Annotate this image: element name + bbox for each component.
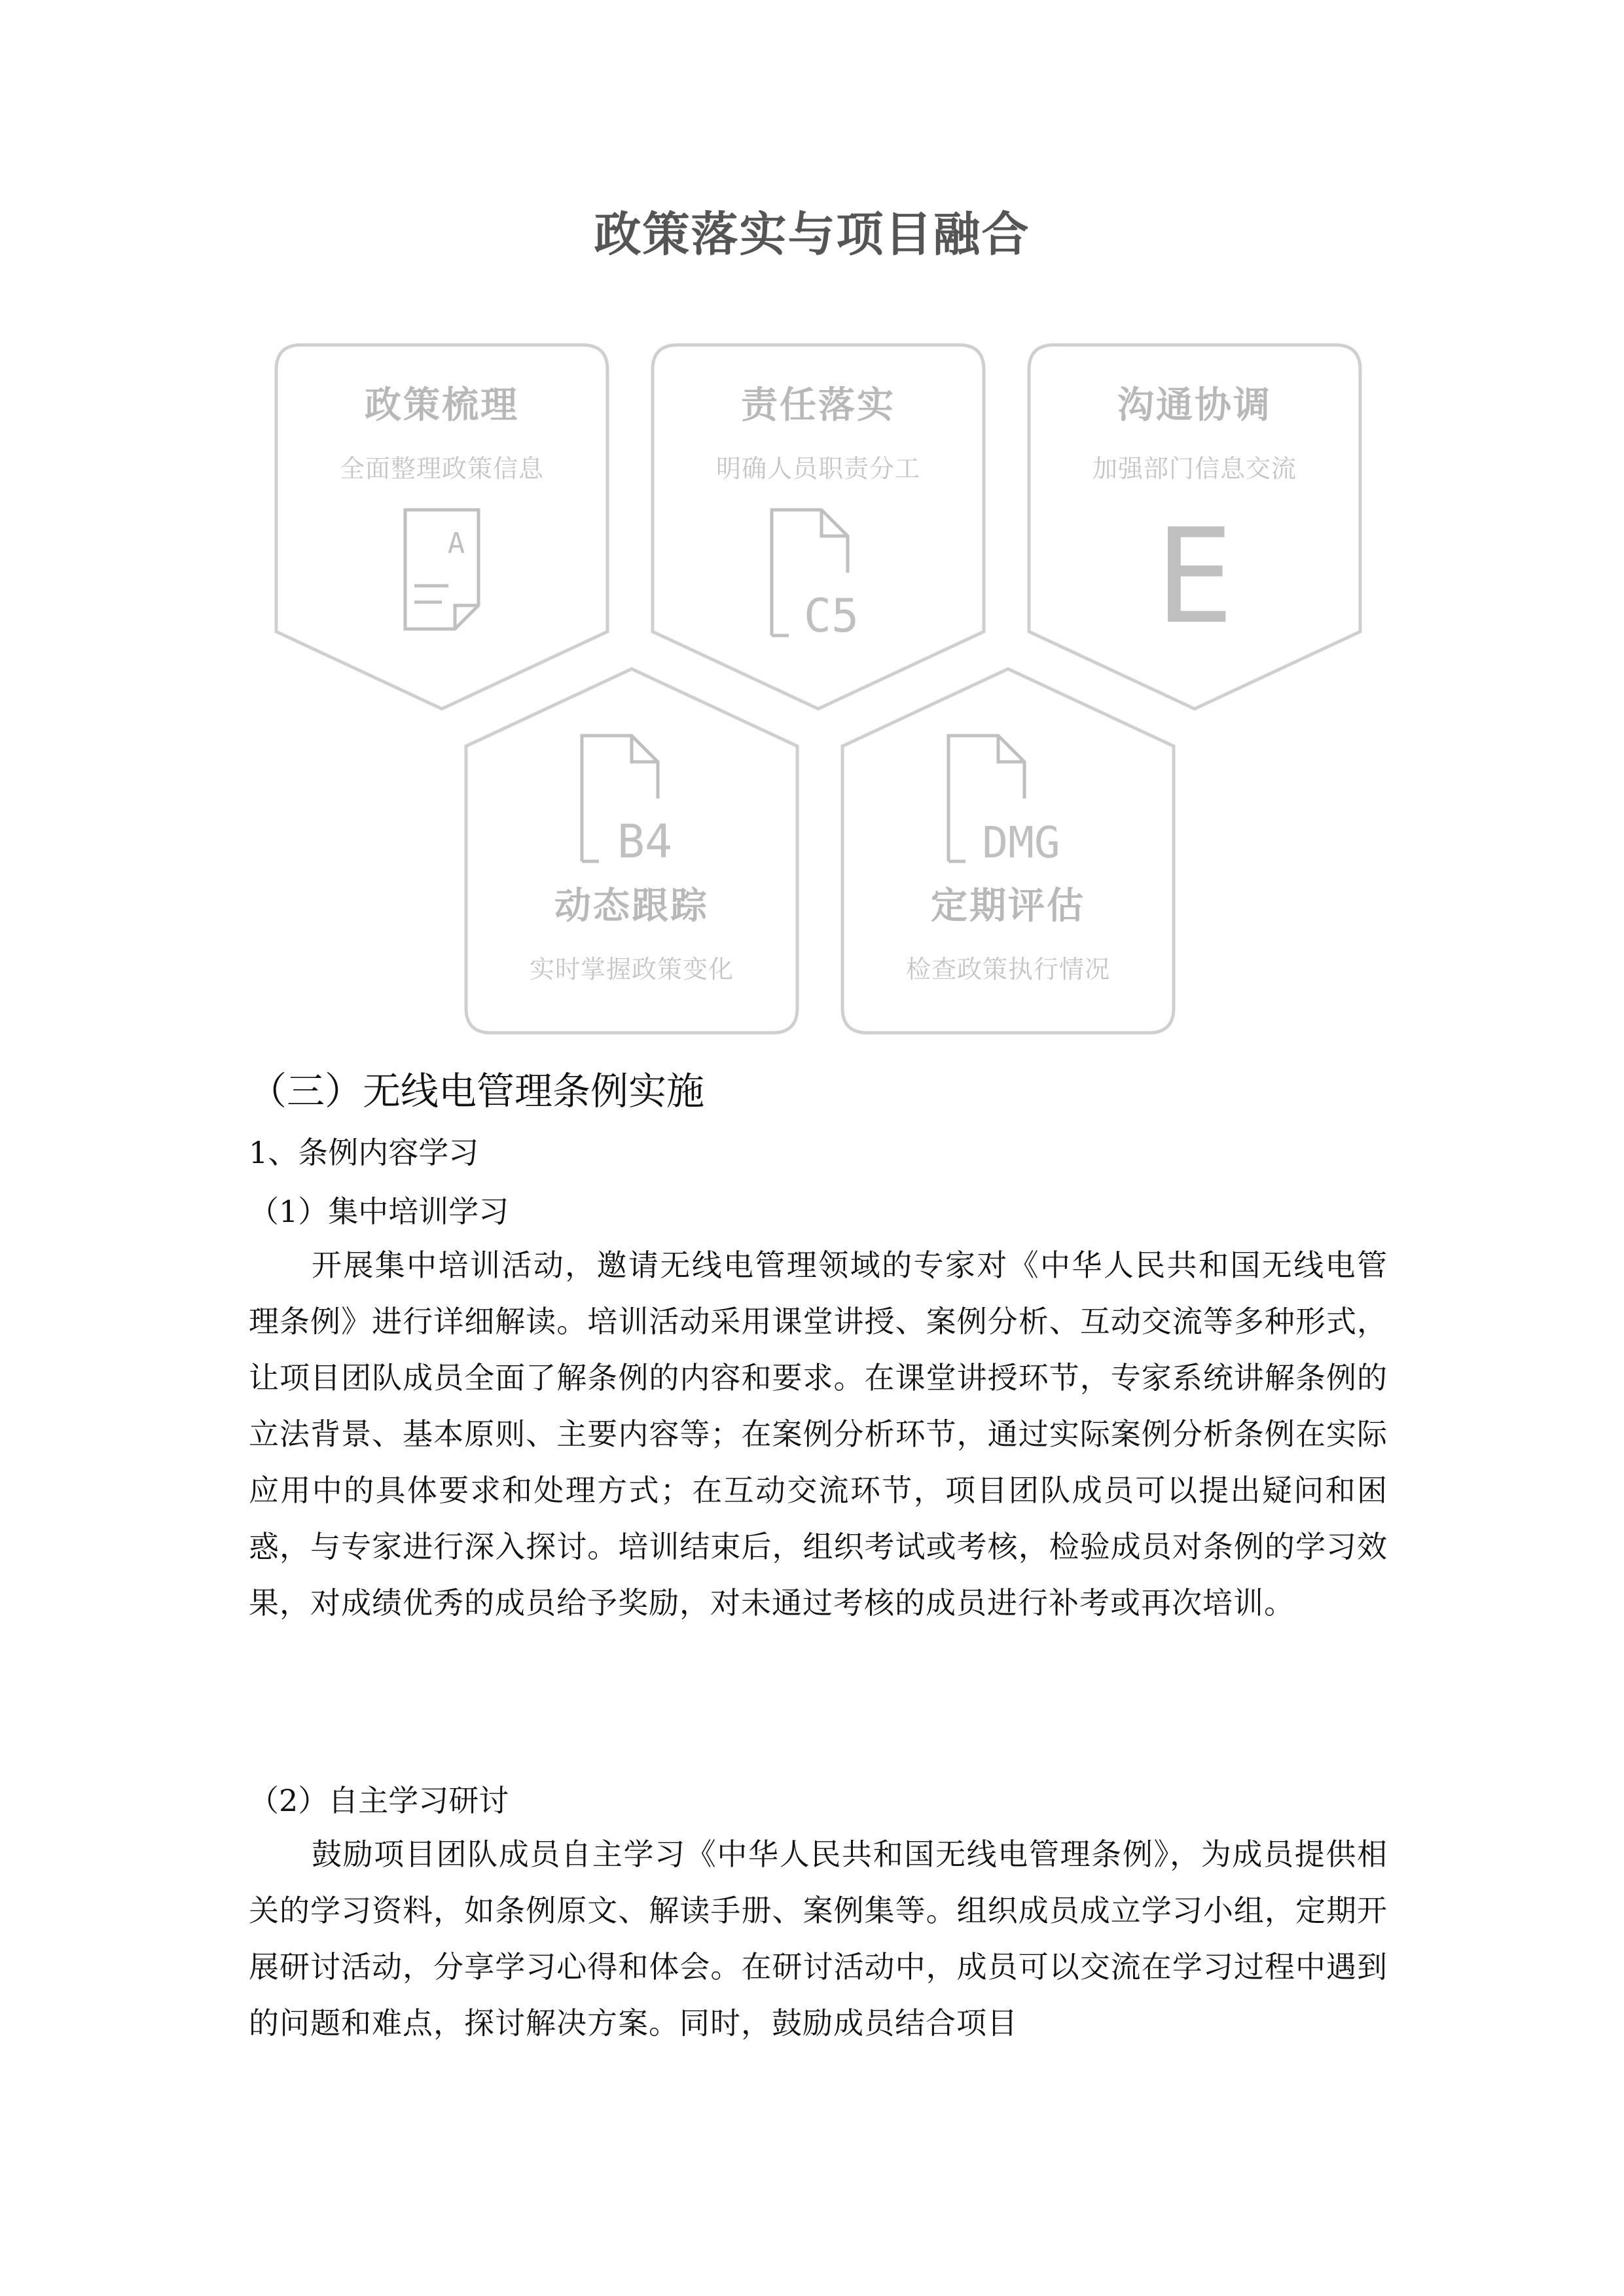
item-heading: （2）自主学习研讨: [249, 1783, 509, 1818]
icon-text: A: [447, 527, 465, 560]
card-title: 沟通协调: [1117, 384, 1272, 427]
figure-title: 政策落实与项目融合: [594, 207, 1030, 262]
card-subtitle: 检查政策执行情况: [905, 955, 1110, 984]
paragraph: 鼓励项目团队成员自主学习《中华人民共和国无线电管理条例》，为成员提供相关的学习资料，如条例原文、解读手册、案例集等。组织成员成立学习小组，定期开展研讨活动，分享学习心得和体会。在研讨活动中，成员可以交流在学习过程中遇到的问题和难点，探讨解决方案。同时，鼓励成员结合项目: [249, 1837, 1388, 2041]
file-b4-icon: [579, 733, 691, 869]
card-responsibility: [651, 344, 985, 710]
icon-text: DMG: [982, 817, 1060, 868]
section-heading: （三）无线电管理条例实施: [249, 1069, 705, 1113]
document-a-icon: [403, 507, 481, 632]
icon-text: B4: [617, 815, 673, 869]
subsection-heading: 1、条例内容学习: [249, 1135, 479, 1170]
card-subtitle: 加强部门信息交流: [1092, 454, 1297, 483]
card-subtitle: 全面整理政策信息: [339, 454, 544, 483]
file-c5-icon: [769, 507, 874, 643]
card-title: 定期评估: [931, 885, 1085, 927]
item-heading: （1）集中培训学习: [249, 1194, 509, 1229]
icon-text: C5: [803, 589, 859, 643]
icon-text: E: [1155, 501, 1235, 653]
card-title: 责任落实: [741, 384, 895, 427]
paragraph: 开展集中培训活动，邀请无线电管理领域的专家对《中华人民共和国无线电管理条例》进行详细解读。培训活动采用课堂讲授、案例分析、互动交流等多种形式，让项目团队成员全面了解条例的内容和要求。在课堂讲授环节，专家系统讲解条例的立法背景、基本原则、主要内容等；在案例分析环节，通过实际案例分析条例在实际应用中的具体要求和处理方式；在互动交流环节，项目团队成员可以提出疑问和困惑，与专家进行深入探讨。培训结束后，组织考试或考核，检验成员对条例的学习效果，对成绩优秀的成员给予奖励，对未通过考核的成员进行补考或再次培训。: [249, 1247, 1388, 1621]
card-communication: [1028, 344, 1362, 710]
card-periodic-evaluation: [841, 668, 1175, 1034]
card-policy-review: [275, 344, 609, 710]
letter-e-icon: [1155, 501, 1235, 653]
file-dmg-icon: [946, 733, 1077, 868]
card-title: 动态跟踪: [554, 885, 709, 927]
card-title: 政策梳理: [365, 384, 519, 427]
card-dynamic-tracking: [465, 668, 799, 1034]
card-subtitle: 实时掌握政策变化: [529, 955, 734, 984]
card-subtitle: 明确人员职责分工: [715, 454, 920, 483]
